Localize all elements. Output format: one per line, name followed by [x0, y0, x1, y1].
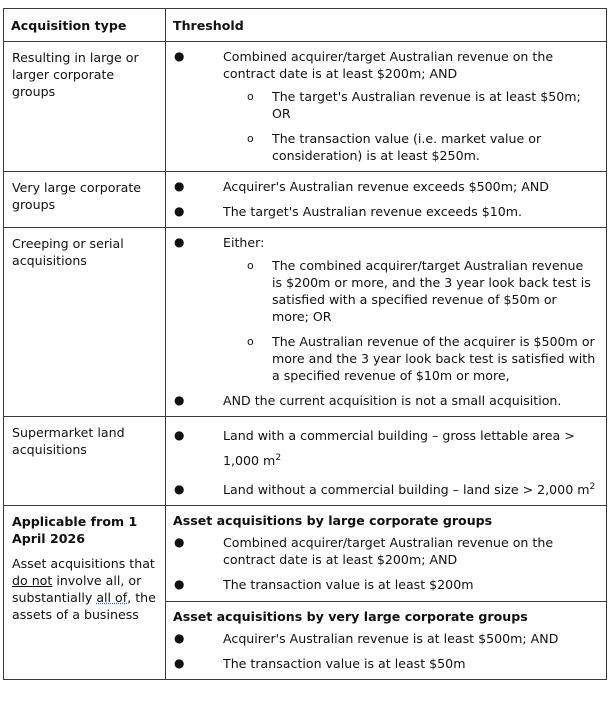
list-item: ● Acquirer's Australian revenue is at least $500m; AND — [174, 631, 559, 646]
list-item: ● Either: o The combined acquirer/target Australian revenue is $200m or more, and the 3 year look back test is satisfied with a specified revenue of $50m or more; OR o The Australian revenue of the acquirer is $500m or more and the 3 year look back test is satisfied with a specified revenue of $10m or more, — [174, 235, 596, 383]
header-acquisition-type: Acquisition type — [4, 9, 166, 42]
sub-list-item: o The target's Australian revenue is at least $50m; OR — [247, 89, 581, 121]
sub-list-item: o The transaction value (i.e. market value or consideration) is at least $250m. — [247, 131, 542, 163]
circle-bullet-icon: o — [247, 90, 254, 103]
threshold-list — [173, 630, 596, 672]
list-item: ● AND the current acquisition is not a small acquisition. — [174, 393, 562, 408]
list-item: ● Land with a commercial building – gross lettable area > 1,000 $m^2$ — [173, 423, 596, 473]
bullet-icon: ● — [174, 428, 185, 442]
list-item: ● The transaction value is at least $200m — [174, 577, 474, 592]
sub-list-item: o The Australian revenue of the acquirer is $500m or more and the 3 year look back test is satisfied with a specified revenue of $10m or more, — [247, 334, 596, 383]
circle-bullet-icon: o — [247, 335, 254, 348]
bullet-icon: ● — [174, 235, 185, 249]
superscript: 2 — [589, 481, 596, 492]
group-heading: Asset acquisitions by very large corporate groups — [173, 609, 528, 624]
acquisition-type-cell — [4, 506, 166, 680]
acquisition-type-cell: Supermarket land acquisitions — [4, 417, 166, 506]
list-item: ● The target's Australian revenue exceeds $10m. — [174, 204, 523, 219]
bullet-icon: ● — [174, 656, 185, 670]
threshold-list — [173, 48, 596, 164]
acquisition-type-cell: Creeping or serial acquisitions — [4, 228, 166, 417]
threshold-cell — [166, 42, 607, 172]
bullet-icon: ● — [174, 535, 185, 549]
list-item: ● Combined acquirer/target Australian revenue on the contract date is at least $200m; AND — [174, 535, 554, 567]
bullet-icon: ● — [174, 49, 185, 63]
bullet-icon: ● — [174, 393, 185, 407]
header-threshold: Threshold — [166, 9, 607, 42]
threshold-list — [173, 423, 596, 498]
threshold-list — [173, 234, 596, 409]
subsection-divider — [166, 601, 606, 672]
bullet-icon: ● — [174, 631, 185, 645]
superscript: 2 — [275, 452, 282, 463]
sub-list-item: o The combined acquirer/target Australian revenue is $200m or more, and the 3 year look back test is satisfied with a specified revenue of $50m or more; OR — [247, 258, 591, 324]
table-row — [4, 417, 607, 506]
acquisition-threshold-table — [3, 8, 607, 680]
applicable-date: Applicable from 1 April 2026 — [12, 514, 138, 546]
list-item: ● Combined acquirer/target Australian revenue on the contract date is at least $200m; AND o The target's Australian revenue is at least $50m; OR o The transaction value (i.e. market value or consideration) is at least $250m. — [173, 48, 596, 164]
table-row — [4, 42, 607, 172]
sub-list — [223, 88, 596, 164]
sub-list — [223, 257, 596, 384]
bullet-icon: ● — [174, 179, 185, 193]
threshold-cell — [166, 228, 607, 417]
threshold-cell — [166, 506, 607, 680]
asset-acquisition-description: Asset acquisitions that do not involve all, or substantially all of, the assets of a business — [12, 556, 156, 622]
table-row — [4, 228, 607, 417]
acquisition-type-cell: Resulting in large or larger corporate groups — [4, 42, 166, 172]
circle-bullet-icon: o — [247, 132, 254, 145]
group-heading: Asset acquisitions by large corporate groups — [173, 513, 493, 528]
acquisition-type-cell: Very large corporate groups — [4, 172, 166, 228]
threshold-cell — [166, 172, 607, 228]
threshold-list — [173, 534, 596, 593]
table-row — [4, 172, 607, 228]
circle-bullet-icon: o — [247, 259, 254, 272]
bullet-icon: ● — [174, 204, 185, 218]
threshold-list — [173, 178, 596, 220]
table-row — [4, 506, 607, 680]
header-row — [4, 9, 607, 42]
bullet-icon: ● — [174, 577, 185, 591]
list-item: ● The transaction value is at least $50m — [174, 656, 466, 671]
list-item: ● Acquirer's Australian revenue exceeds $500m; AND — [174, 179, 549, 194]
list-item: ● Land without a commercial building – land size > 2,000 $m^2$ — [174, 481, 596, 497]
threshold-cell — [166, 417, 607, 506]
bullet-icon: ● — [174, 482, 185, 496]
